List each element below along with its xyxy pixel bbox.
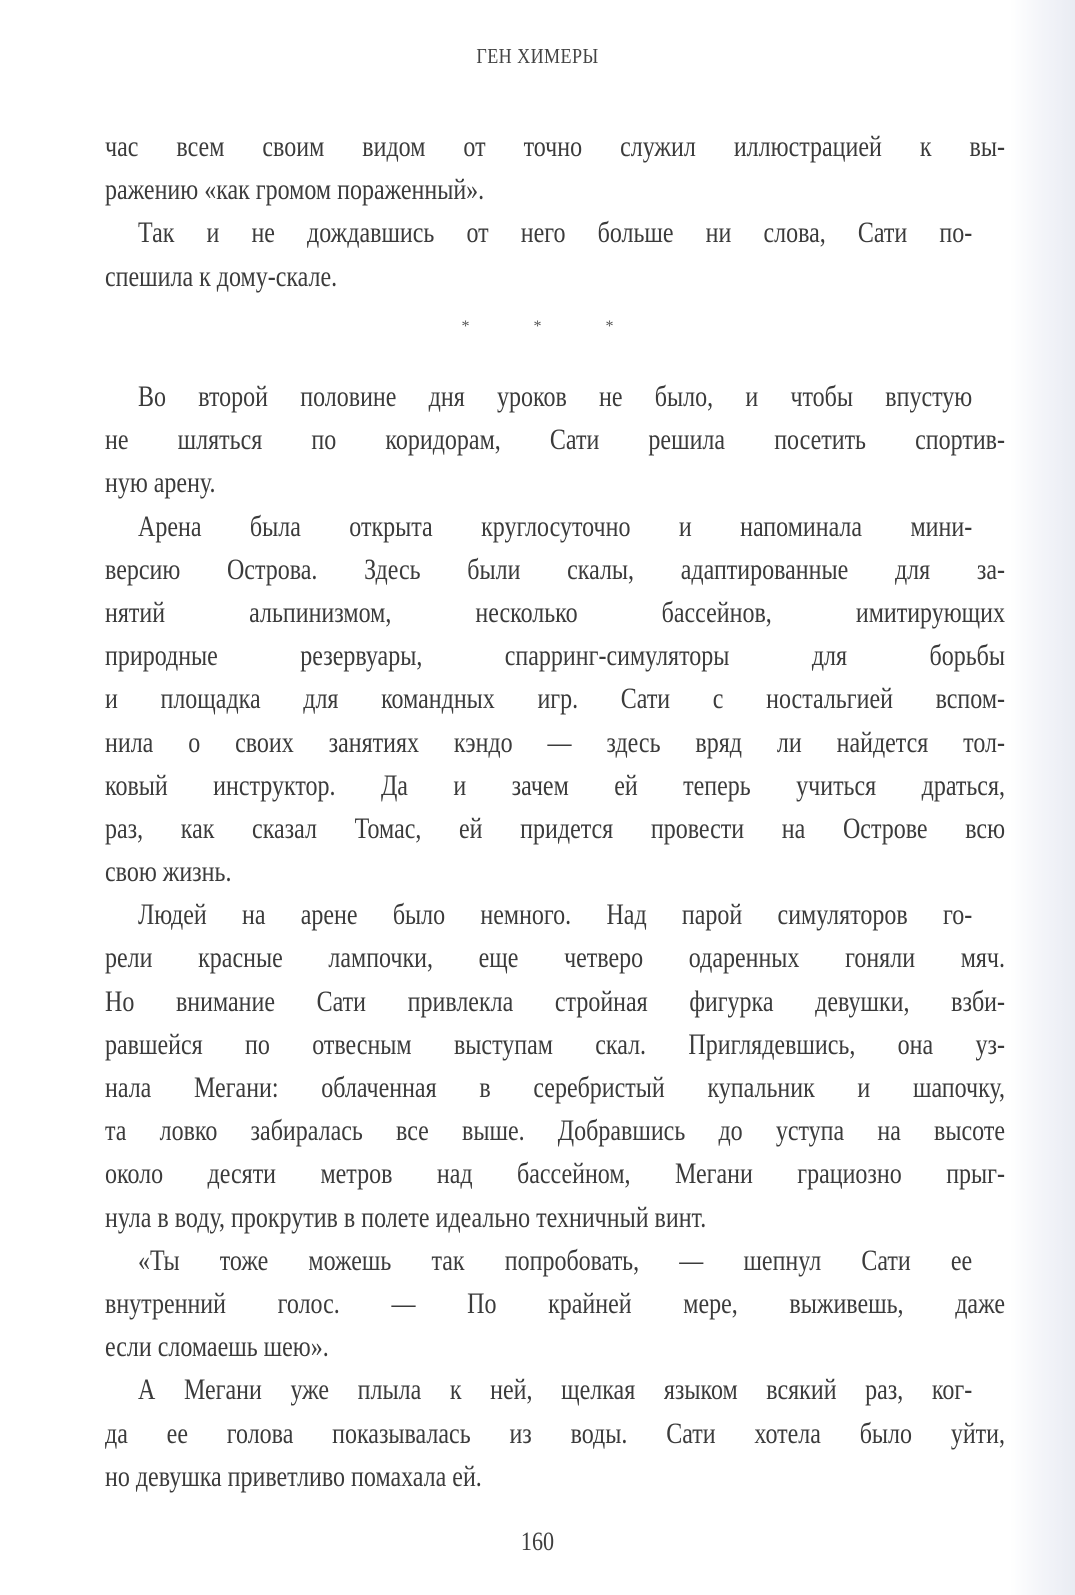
text-line-content: да ее голова показывалась из воды. Сати хотела было уйти, [105, 1416, 1005, 1450]
text-line [105, 850, 1005, 893]
text-line-content: «Ты тоже можешь так попробовать, — шепнул Сати ее [138, 1243, 973, 1277]
text-line-content: Арена была открыта круглосуточно и напоминала мини- [138, 509, 973, 543]
text-line-content: нула в воду, прокрутив в полете идеально техничный винт. [105, 1200, 707, 1234]
text-line [105, 211, 1005, 254]
text-line [105, 1412, 1005, 1455]
text-line-content: Людей на арене было немного. Над парой симуляторов го- [138, 898, 973, 932]
text-line-content: Во второй половине дня уроков не было, и чтобы впустую [138, 380, 973, 413]
text-line-content: внутренний голос. — По крайней мере, выживешь, даже [105, 1286, 1005, 1320]
text-line [105, 125, 1005, 168]
text-line-content: час всем своим видом от точно служил иллюстрацией к вы- [105, 130, 1005, 163]
page-number [0, 1527, 1075, 1557]
section-break-asterism: * * * [461, 318, 644, 335]
text-line-content: та ловко забиралась все выше. Добравшись до уступа на высоте [105, 1114, 1005, 1148]
text-line [105, 1368, 1005, 1411]
text-line-content: Но внимание Сати привлекла стройная фигурка девушки, взби- [105, 984, 1005, 1018]
text-line-content: рели красные лампочки, еще четверо одаренных гоняли мяч. [105, 941, 1005, 975]
text-line [105, 418, 1005, 461]
text-line [105, 1066, 1005, 1109]
text-line-content: около десяти метров над бассейном, Мегани грациозно прыг- [105, 1157, 1005, 1191]
text-line [105, 677, 1005, 720]
text-line [105, 893, 1005, 936]
text-line [105, 936, 1005, 979]
text-line-content: ковый инструктор. Да и зачем ей теперь учиться драться, [105, 768, 1005, 802]
text-line-content: природные резервуары, спарринг-симуляторы для борьбы [105, 639, 1005, 673]
text-line [105, 505, 1005, 548]
text-line-content: спешила к дому-скале. [105, 259, 338, 293]
text-line [105, 1455, 1005, 1498]
text-line-content: равшейся по отвесным выступам скал. Приглядевшись, она уз- [105, 1027, 1005, 1061]
text-line-content: свою жизнь. [105, 855, 232, 889]
text-line [105, 1282, 1005, 1325]
text-line-content: версию Острова. Здесь были скалы, адаптированные для за- [105, 552, 1005, 586]
text-section-2 [105, 375, 1005, 1498]
text-line [105, 634, 1005, 677]
text-line-content: раз, как сказал Томас, ей придется провести на Острове всю [105, 811, 1005, 845]
text-line [105, 1109, 1005, 1152]
text-line-content: нала Мегани: облаченная в серебристый купальник и шапочку, [105, 1071, 1005, 1104]
text-line-content: ражению «как громом пораженный». [105, 173, 485, 207]
text-line [105, 1325, 1005, 1368]
page-number-value: 160 [520, 1527, 555, 1556]
text-line [105, 548, 1005, 591]
text-line [105, 255, 1005, 298]
text-line-content: А Мегани уже плыла к ней, щелкая языком всякий раз, ког- [138, 1373, 973, 1407]
text-line [105, 168, 1005, 211]
text-line [105, 980, 1005, 1023]
text-line-content: ную арену. [105, 466, 216, 500]
text-line-content: но девушка приветливо помахала ей. [105, 1459, 482, 1493]
text-line [105, 764, 1005, 807]
text-line [105, 1239, 1005, 1282]
text-line-content: нятий альпинизмом, несколько бассейнов, имитирующих [105, 595, 1005, 629]
text-line-content: Так и не дождавшись от него больше ни слова, Сати по- [138, 216, 973, 250]
text-line [105, 721, 1005, 764]
text-line [105, 591, 1005, 634]
running-head: ГЕН ХИМЕРЫ [476, 44, 599, 68]
text-line [105, 461, 1005, 504]
text-line [105, 807, 1005, 850]
text-line [105, 1196, 1005, 1239]
text-section-1 [105, 125, 1005, 298]
text-line-content: не шляться по коридорам, Сати решила посетить спортив- [105, 423, 1005, 457]
text-line [105, 375, 1005, 418]
text-line-content: нила о своих занятиях кэндо — здесь вряд ли найдется тол- [105, 725, 1005, 759]
text-line-content: если сломаешь шею». [105, 1330, 329, 1364]
text-line [105, 1152, 1005, 1195]
text-line [105, 1023, 1005, 1066]
text-line-content: и площадка для командных игр. Сати с ностальгией вспом- [105, 682, 1005, 716]
